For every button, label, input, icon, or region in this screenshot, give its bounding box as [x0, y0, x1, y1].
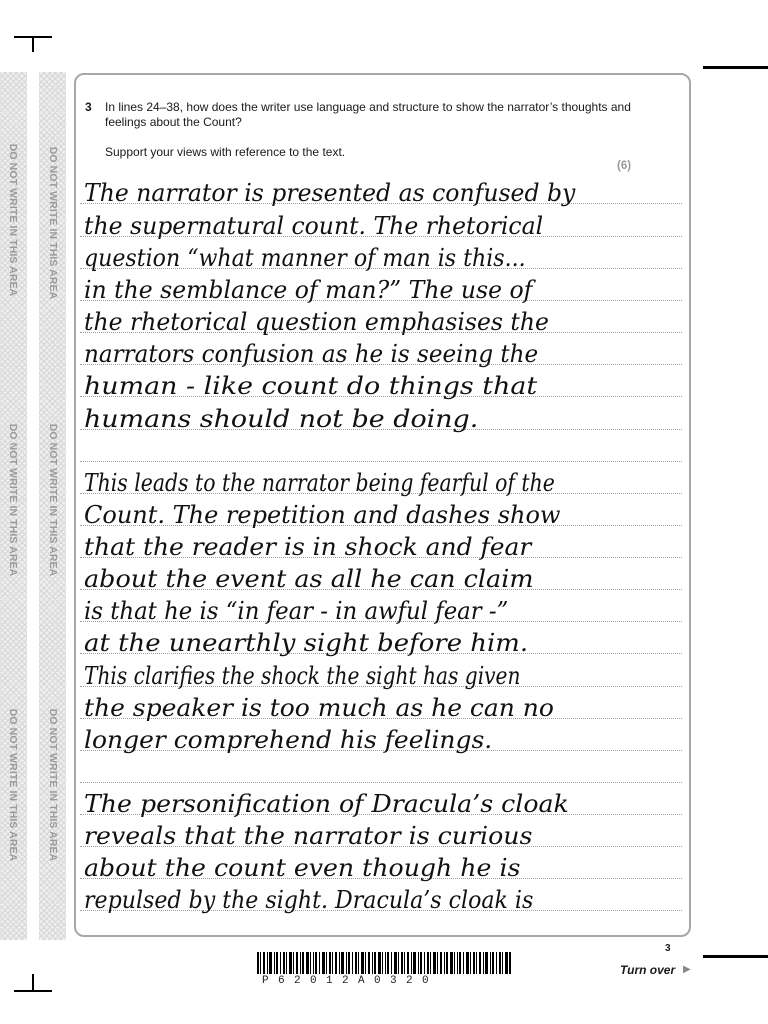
question-instruction: Support your views with reference to the text.: [105, 145, 346, 159]
margin-warning: DO NOT WRITE IN THIS AREA: [7, 708, 19, 862]
handwritten-line: human - like count do things that: [84, 372, 538, 400]
handwritten-line: humans should not be doing.: [84, 405, 479, 433]
margin-warning: DO NOT WRITE IN THIS AREA: [47, 708, 59, 862]
margin-warning: DO NOT WRITE IN THIS AREA: [7, 423, 19, 577]
handwritten-line: The narrator is presented as confused by: [84, 179, 576, 207]
writing-line[interactable]: [80, 782, 682, 783]
handwritten-line: repulsed by the sight. Dracula’s cloak is: [84, 886, 534, 914]
margin-bar-top: [703, 66, 768, 69]
writing-line[interactable]: [80, 461, 682, 462]
barcode: [257, 952, 512, 974]
margin-bar-bottom: [703, 955, 768, 958]
handwritten-line: reveals that the narrator is curious: [84, 822, 533, 850]
handwritten-line: The personification of Dracula’s cloak: [84, 790, 569, 818]
handwritten-line: narrators confusion as he is seeing the: [84, 340, 539, 368]
handwritten-line: This leads to the narrator being fearful of the: [84, 469, 555, 497]
handwritten-line: Count. The repetition and dashes show: [84, 501, 561, 529]
handwritten-line: the supernatural count. The rhetorical: [84, 212, 544, 240]
turn-over-label: Turn over: [620, 963, 676, 977]
crop-mark-bottom-v: [32, 974, 34, 990]
margin-warning: DO NOT WRITE IN THIS AREA: [47, 146, 59, 300]
handwritten-line: that the reader is in shock and fear: [84, 533, 532, 561]
question-marks: (6): [617, 160, 632, 172]
crop-mark-bottom-h: [14, 990, 52, 992]
handwritten-line: about the event as all he can claim: [84, 565, 534, 593]
handwritten-line: question “what manner of man is this...: [84, 244, 526, 272]
turn-over-arrow-icon: ▶: [683, 964, 691, 975]
handwritten-line: the speaker is too much as he can no: [84, 694, 554, 722]
handwritten-line: longer comprehend his feelings.: [84, 726, 493, 754]
handwritten-line: is that he is “in fear - in awful fear -”: [84, 597, 509, 625]
handwritten-line: This clarifies the shock the sight has given: [84, 662, 521, 690]
question-text: In lines 24–38, how does the writer use language and structure to show the narrator’s thoughts and feelings about the Count?: [105, 100, 631, 129]
crop-mark-top-v: [32, 36, 34, 52]
margin-warning: DO NOT WRITE IN THIS AREA: [47, 423, 59, 577]
barcode-text: P62012A0320: [262, 975, 439, 987]
handwritten-line: about the count even though he is: [84, 854, 521, 882]
handwritten-line: the rhetorical question emphasises the: [84, 308, 549, 336]
handwritten-line: at the unearthly sight before him.: [84, 629, 529, 657]
margin-warning: DO NOT WRITE IN THIS AREA: [7, 143, 19, 297]
handwritten-line: in the semblance of man?” The use of: [84, 276, 533, 304]
question-number: 3: [85, 100, 92, 114]
page-number: 3: [665, 943, 671, 954]
